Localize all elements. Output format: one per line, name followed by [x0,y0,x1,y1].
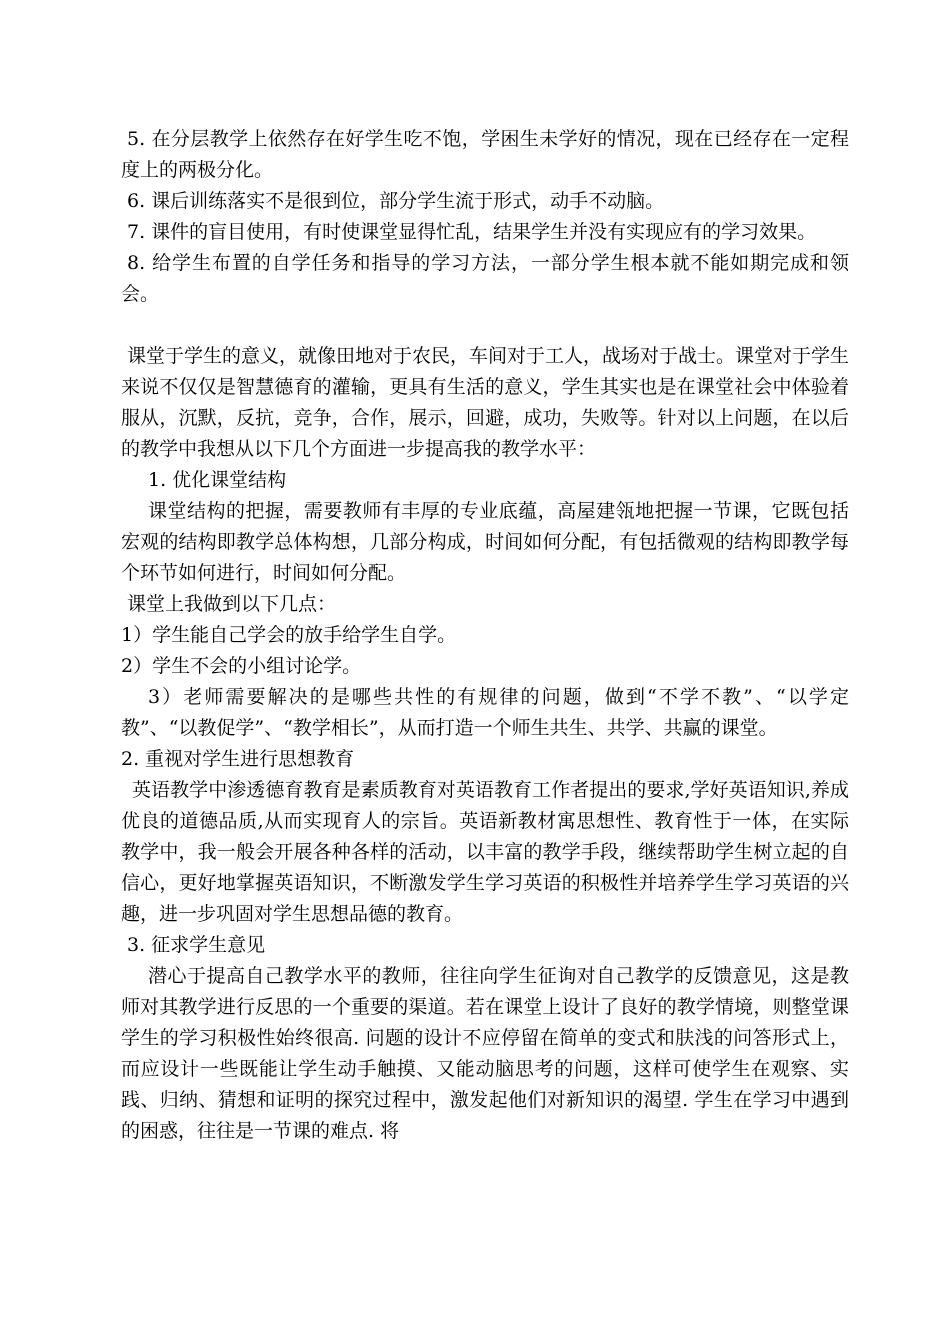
paragraph-item-7: 7. 课件的盲目使用，有时使课堂显得忙乱，结果学生并没有实现应有的学习效果。 [127,221,817,243]
list-item-point-2: 2）学生不会的小组讨论学。 [121,655,362,677]
paragraph-classroom-meaning: 课堂于学生的意义，就像田地对于农民，车间对于工人，战场对于战士。课堂对于学生来说不仅仅是智慧德育的灌输，更具有生活的意义，学生其实也是在课堂社会中体验着服从，沉默，反抗，竞争，合作，展示，回避，成功，失败等。针对以上问题，在以后的教学中我想从以下几个方面进一步提高我的教学水平： [121,345,850,460]
paragraph-item-8: 8. 给学生布置的自学任务和指导的学习方法，一部分学生根本就不能如期完成和领会。 [121,252,849,305]
paragraph-spacer [121,310,849,341]
paragraph-structure-detail: 课堂结构的把握，需要教师有丰厚的专业底蕴，高屋建瓴地把握一节课，它既包括宏观的结构即教学总体构想，几部分构成，时间如何分配，有包括微观的结构即教学每个环节如何进行，时间如何分配。 [121,500,849,584]
document-body [121,124,849,1147]
paragraph-points-intro: 课堂上我做到以下几点： [127,593,337,615]
heading-ideological-education: 2. 重视对学生进行思想教育 [121,748,355,770]
heading-optimize-structure: 1. 优化课堂结构 [148,469,287,491]
heading-student-feedback: 3. 征求学生意见 [127,934,266,956]
list-item-point-1: 1）学生能自己学会的放手给学生自学。 [121,624,457,646]
paragraph-item-5: 5. 在分层教学上依然存在好学生吃不饱，学困生未学好的情况，现在已经存在一定程度上的两极分化。 [121,128,849,181]
list-item-point-3: 3）老师需要解决的是哪些共性的有规律的问题，做到“不学不教”、“以学定教”、“以教促学”、“教学相长”，从而打造一个师生共生、共学、共赢的课堂。 [121,686,849,739]
paragraph-item-6: 6. 课后训练落实不是很到位，部分学生流于形式，动手不动脑。 [127,190,665,212]
paragraph-english-moral-education: 英语教学中渗透德育教育是素质教育对英语教育工作者提出的要求,学好英语知识,养成优良的道德品质,从而实现育人的宗旨。英语新教材寓思想性、教育性于一体，在实际教学中，我一般会开展各种各样的活动，以丰富的教学手段，继续帮助学生树立起的自信心，更好地掌握英语知识，不断激发学生学习英语的积极性并培养学生学习英语的兴趣，进一步巩固对学生思想品德的教育。 [121,779,849,925]
paragraph-feedback-detail: 潜心于提高自己教学水平的教师，往往向学生征询对自己教学的反馈意见，这是教师对其教学进行反思的一个重要的渠道。若在课堂上设计了良好的教学情境，则整堂课学生的学习积极性始终很高. 问题的设计不应停留在简单的变式和肤浅的问答形式上，而应设计一些既能让学生动手触摸、又能动脑思考的问题，这样可使学生在观察、实践、归纳、猜想和证明的探究过程中，激发起他们对新知识的渴望. 学生在学习中遇到的困惑，往往是一节课的难点. 将 [121,965,849,1142]
